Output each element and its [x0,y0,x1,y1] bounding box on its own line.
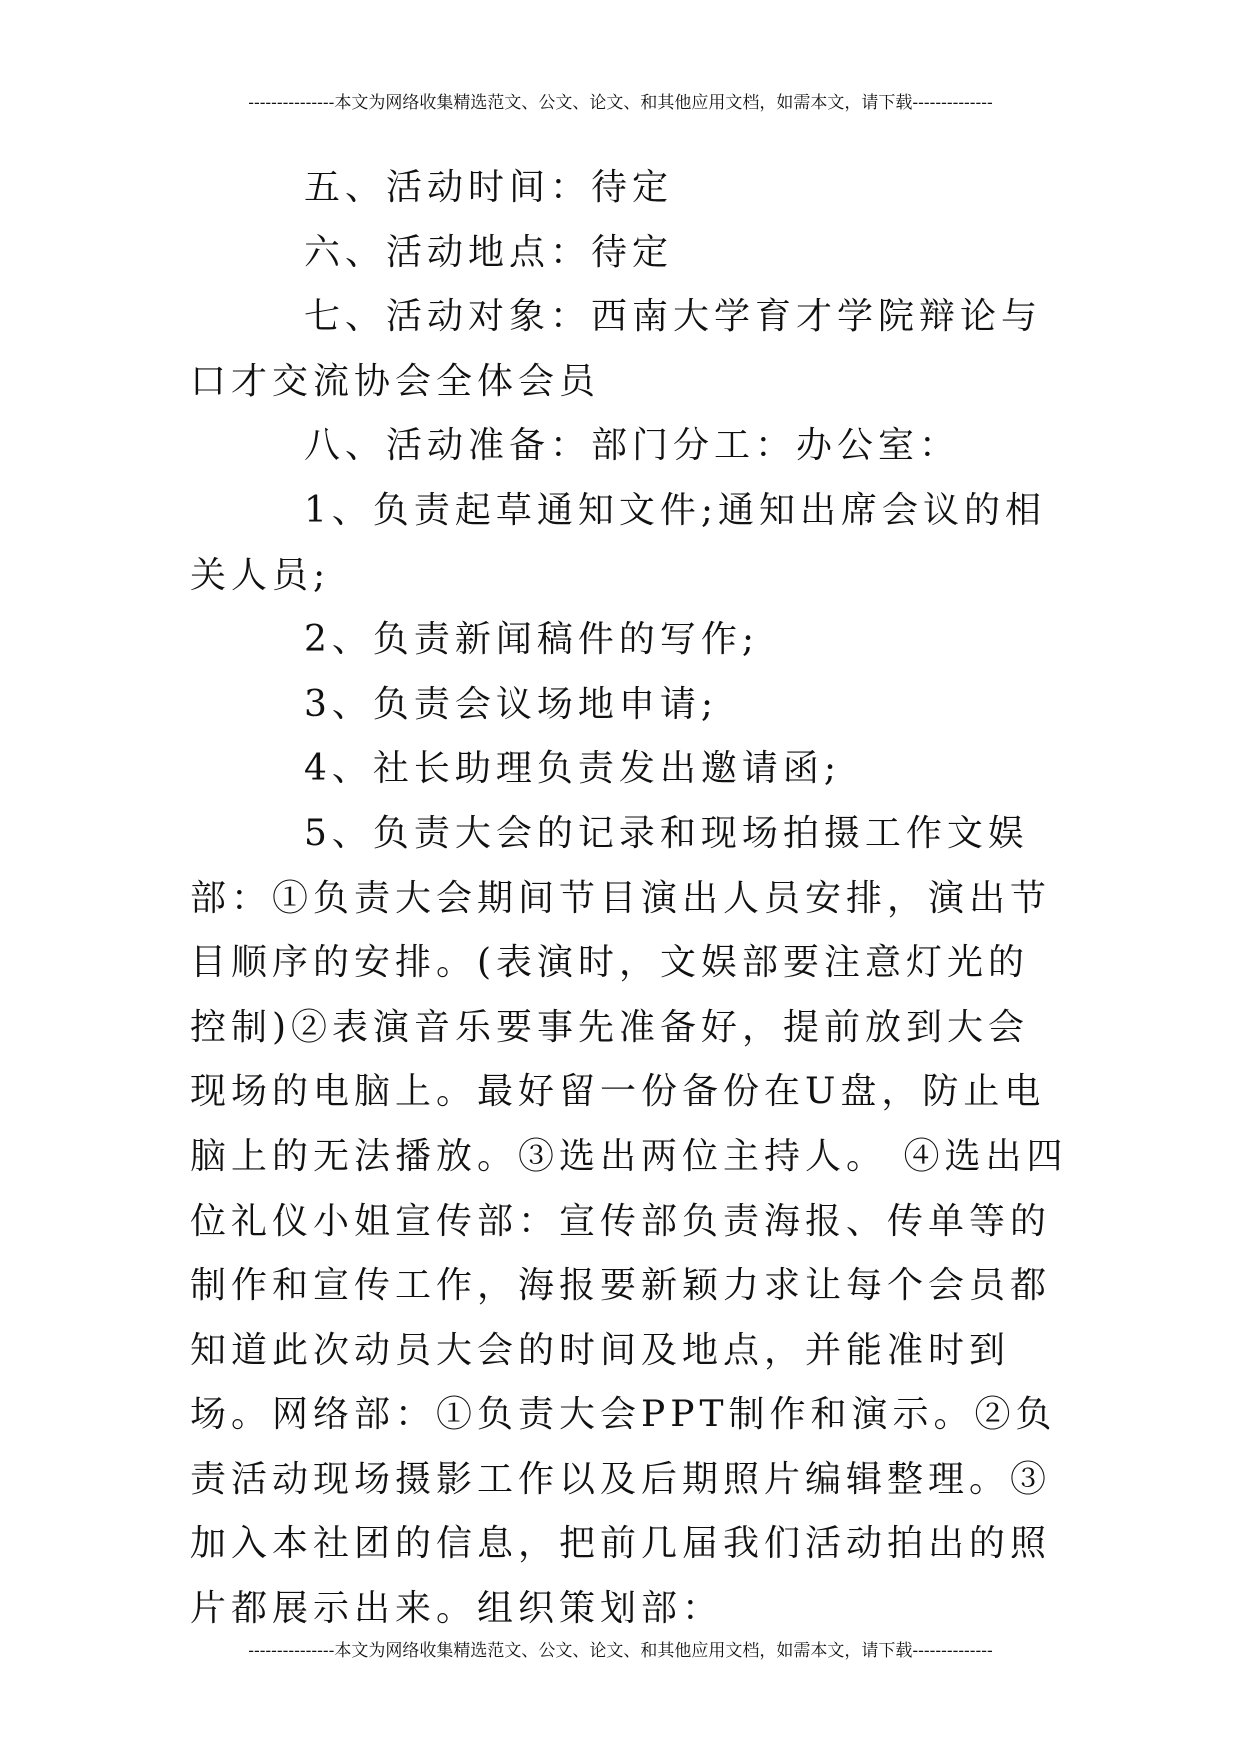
paragraph-task-5: 5、负责大会的记录和现场拍摄工作文娱部：①负责大会期间节目演出人员安排，演出节目顺序的安排。(表演时，文娱部要注意灯光的控制)②表演音乐要事先准备好，提前放到大会现场的电脑上。最好留一份备份在U盘，防止电脑上的无法播放。③选出两位主持人。 ④选出四位礼仪小姐宣传部：宣传部负责海报、传单等的制作和宣传工作，海报要新颖力求让每个会员都知道此次动员大会的时间及地点，并能准时到场。网络部：①负责大会PPT制作和演示。②负责活动现场摄影工作以及后期照片编辑整理。③加入本社团的信息，把前几届我们活动拍出的照片都展示出来。组织策划部： [190,812,1068,1630]
document-body [190,156,1070,1642]
header-note: ---------------本文为网络收集精选范文、公文、论文、和其他应用文档，如需本文，请下载-------------- [248,93,993,113]
paragraph-task-3: 3、负责会议场地申请; [304,683,719,725]
paragraph-task-1: 1、负责起草通知文件;通知出席会议的相关人员; [190,489,1047,596]
paragraph-activity-location: 六、活动地点：待定 [304,231,674,273]
paragraph-activity-time: 五、活动时间：待定 [304,167,674,208]
paragraph-activity-audience: 七、活动对象：西南大学育才学院辩论与口才交流协会全体会员 [190,296,1043,402]
paragraph-task-2: 2、负责新闻稿件的写作; [304,619,760,661]
paragraph-task-4: 4、社长助理负责发出邀请函; [304,748,842,790]
paragraph-activity-preparation: 八、活动准备：部门分工：办公室： [304,425,961,467]
footer-note: ---------------本文为网络收集精选范文、公文、论文、和其他应用文档，如需本文，请下载-------------- [248,1641,993,1661]
